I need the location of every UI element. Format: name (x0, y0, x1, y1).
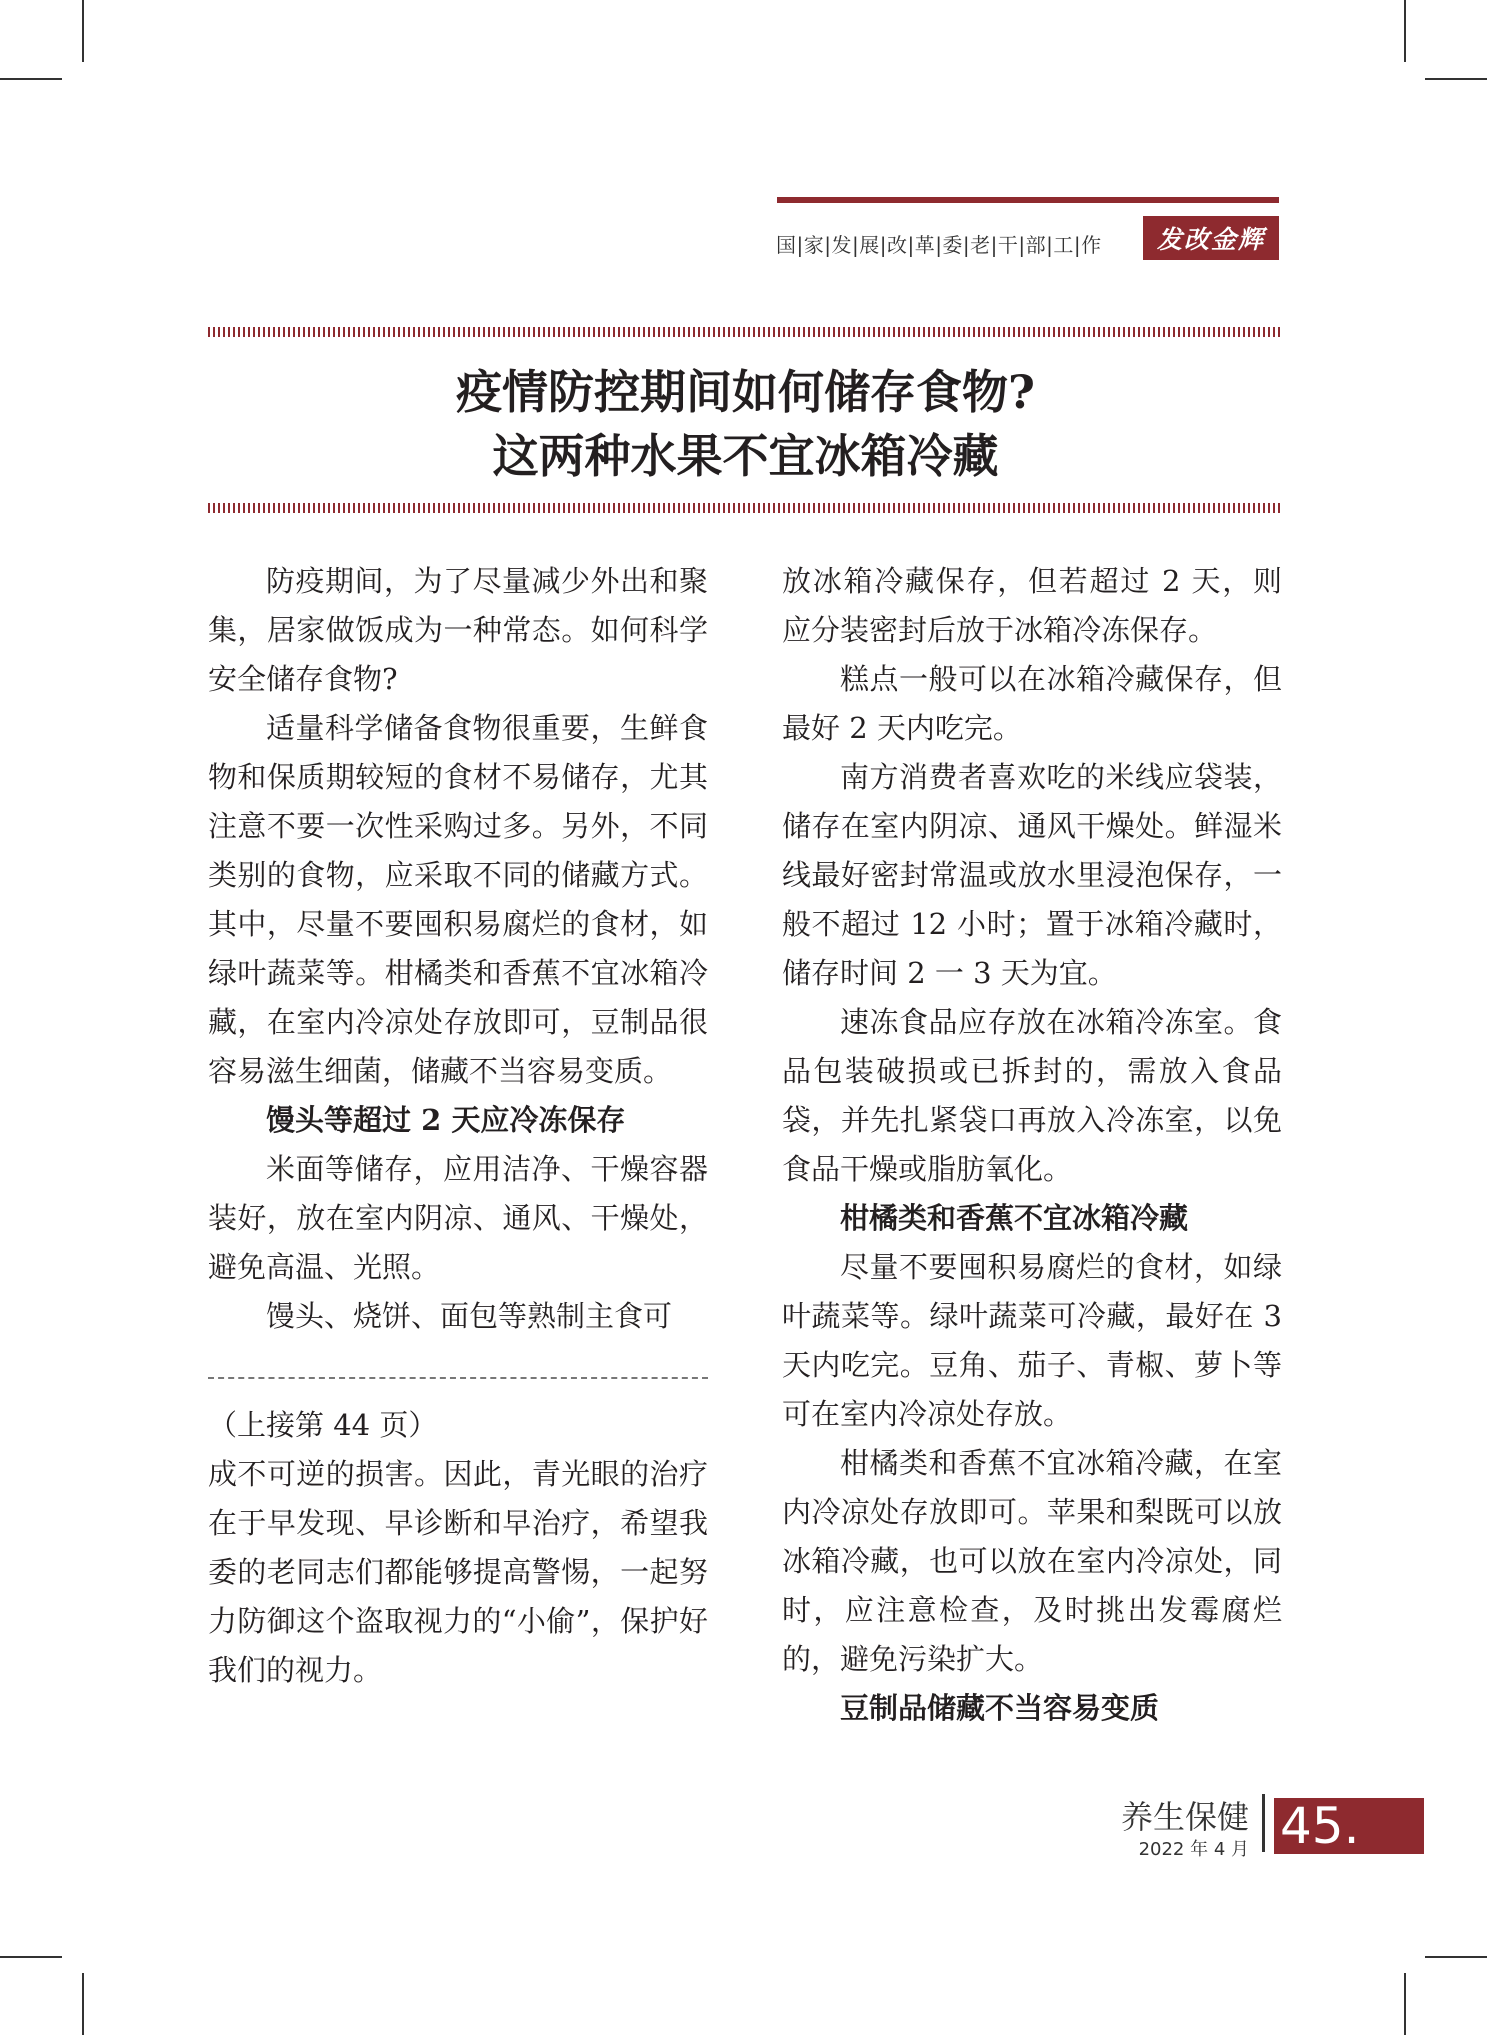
right-column (782, 557, 1282, 1733)
dashed-divider (208, 1377, 708, 1379)
title-top-rule (208, 327, 1283, 337)
article-title (208, 360, 1283, 488)
paragraph: 米面等储存，应用洁净、干燥容器装好，放在室内阴凉、通风、干燥处，避免高温、光照。 (208, 1152, 708, 1284)
paragraph: 南方消费者喜欢吃的米线应袋装，储存在室内阴凉、通风干燥处。鲜湿米线最好密封常温或放水里浸泡保存，一般不超过 12 小时；置于冰箱冷藏时，储存时间 2 一 3 天为宜。 (782, 760, 1282, 990)
issue-date: 2022 年 4 月 (1138, 1839, 1249, 1860)
column-brand: 发改金辉 (1143, 216, 1279, 260)
paragraph: 适量科学储备食物很重要，生鲜食物和保质期较短的食材不易储存，尤其注意不要一次性采购过多。另外，不同类别的食物，应采取不同的储藏方式。其中，尽量不要囤积易腐烂的食材，如绿叶蔬菜等。柑橘类和香蕉不宜冰箱冷藏，在室内冷凉处存放即可，豆制品很容易滋生细菌，储藏不当容易变质。 (208, 711, 708, 1088)
title-line-2: 这两种水果不宜冰箱冷藏 (492, 429, 999, 483)
magazine-name: 养生保健 (1120, 1798, 1249, 1836)
paragraph: 放冰箱冷藏保存，但若超过 2 天，则应分装密封后放于冰箱冷冻保存。 (782, 564, 1282, 647)
crop-mark (82, 1973, 84, 2035)
subheading: 豆制品储藏不当容易变质 (840, 1691, 1160, 1725)
paragraph: 糕点一般可以在冰箱冷藏保存，但最好 2 天内吃完。 (782, 662, 1282, 745)
subheading: 柑橘类和香蕉不宜冰箱冷藏 (840, 1201, 1189, 1235)
paragraph: 尽量不要囤积易腐烂的食材，如绿叶蔬菜等。绿叶蔬菜可冷藏，最好在 3 天内吃完。豆角、茄子、青椒、萝卜等可在室内冷凉处存放。 (782, 1250, 1282, 1431)
continued-label: （上接第 44 页） (208, 1408, 438, 1442)
crop-mark (1425, 1956, 1487, 1958)
paragraph: 速冻食品应存放在冰箱冷冻室。食品包装破损或已拆封的，需放入食品袋，并先扎紧袋口再放入冷冻室，以免食品干燥或脂肪氧化。 (782, 1005, 1282, 1186)
crop-mark (82, 0, 84, 62)
paragraph: 柑橘类和香蕉不宜冰箱冷藏，在室内冷凉处存放即可。苹果和梨既可以放冰箱冷藏，也可以放在室内冷凉处，同时，应注意检查，及时挑出发霉腐烂的，避免污染扩大。 (782, 1446, 1282, 1676)
crop-mark (1425, 78, 1487, 80)
left-column (208, 557, 708, 1695)
crop-mark (1404, 0, 1406, 62)
crop-mark (1404, 1973, 1406, 2035)
paragraph: 防疫期间，为了尽量减少外出和聚集，居家做饭成为一种常态。如何科学安全储存食物? (208, 564, 708, 696)
page-number: 45. (1274, 1798, 1424, 1854)
paragraph: 馒头、烧饼、面包等熟制主食可 (266, 1299, 673, 1333)
header-rule (777, 197, 1279, 203)
title-bottom-rule (208, 503, 1283, 513)
paragraph: 成不可逆的损害。因此，青光眼的治疗在于早发现、早诊断和早治疗，希望我委的老同志们都能够提高警惕，一起努力防御这个盗取视力的“小偷”，保护好我们的视力。 (208, 1457, 708, 1687)
crop-mark (0, 78, 62, 80)
footer-divider (1262, 1794, 1265, 1852)
crop-mark (0, 1956, 62, 1958)
title-line-1: 疫情防控期间如何储存食物? (456, 365, 1035, 419)
org-line: 国|家|发|展|改|革|委|老|干|部|工|作 (776, 232, 1102, 257)
subheading: 馒头等超过 2 天应冷冻保存 (266, 1103, 626, 1137)
